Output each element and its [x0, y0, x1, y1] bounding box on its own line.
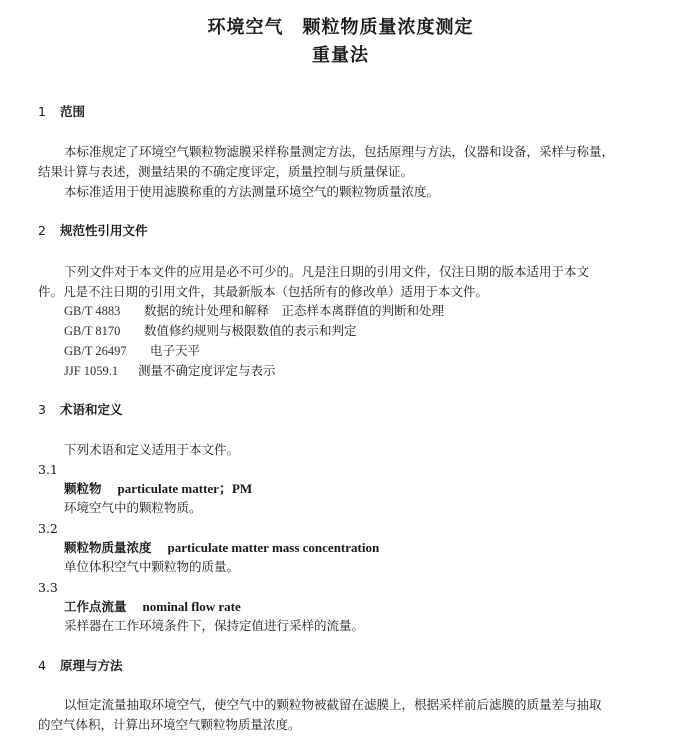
section-1-heading [38, 104, 85, 120]
paragraph: 件。凡是不注日期的引用文件，其最新版本（包括所有的修改单）适用于本文件。 [38, 284, 489, 299]
section-4-heading [38, 658, 123, 674]
term-english: particulate matter mass concentration [167, 540, 380, 555]
reference-code: GB/T 4883 [64, 304, 121, 318]
section-number: 4 [38, 658, 46, 673]
section-title: 范围 [60, 104, 86, 119]
section-3-heading [38, 402, 123, 418]
page-subtitle: 重量法 [312, 45, 369, 66]
section-title: 原理与方法 [60, 658, 123, 673]
reference-title: 数据的统计处理和解释 正态样本离群值的判断和处理 [144, 303, 445, 318]
reference-title: 测量不确定度评定与表示 [138, 363, 276, 378]
term-number: 3.1 [38, 462, 58, 477]
section-title: 规范性引用文件 [60, 223, 148, 238]
reference-item [64, 362, 276, 380]
section-number: 2 [38, 223, 46, 238]
page-title: 环境空气 颗粒物质量浓度测定 [207, 17, 474, 38]
term-number: 3.2 [38, 521, 58, 536]
term-english: particulate matter；PM [117, 481, 253, 496]
reference-code: GB/T 26497 [64, 344, 127, 358]
reference-code: GB/T 8170 [64, 324, 121, 338]
term-definition: 环境空气中的颗粒物质。 [64, 500, 202, 515]
term-english: nominal flow rate [142, 599, 241, 614]
paragraph: 本标准适用于使用滤膜称重的方法测量环境空气的颗粒物质量浓度。 [64, 184, 440, 199]
reference-item [64, 322, 357, 340]
term-heading [64, 599, 241, 615]
reference-title: 电子天平 [150, 343, 201, 358]
term-heading [64, 481, 252, 497]
term-heading [64, 540, 379, 556]
section-number: 3 [38, 402, 46, 417]
section-2-heading [38, 223, 148, 239]
reference-title: 数值修约规则与极限数值的表示和判定 [144, 323, 357, 338]
section-title: 术语和定义 [60, 402, 123, 417]
reference-item [64, 302, 444, 320]
paragraph: 结果计算与表述，测量结果的不确定度评定，质量控制与质量保证。 [38, 164, 414, 179]
paragraph: 下列文件对于本文件的应用是必不可少的。凡是注日期的引用文件，仅注日期的版本适用于本文 [64, 264, 590, 279]
term-chinese: 颗粒物 [64, 481, 102, 496]
term-number: 3.3 [38, 580, 58, 595]
paragraph: 以恒定流量抽取环境空气，使空气中的颗粒物被截留在滤膜上，根据采样前后滤膜的质量差与抽取 [64, 697, 602, 712]
paragraph: 本标准规定了环境空气颗粒物滤膜采样称量测定方法，包括原理与方法，仪器和设备，采样与称量， [64, 144, 615, 159]
term-definition: 单位体积空气中颗粒物的质量。 [64, 559, 240, 574]
term-chinese: 颗粒物质量浓度 [64, 540, 152, 555]
section-number: 1 [38, 104, 46, 119]
term-chinese: 工作点流量 [64, 599, 127, 614]
reference-item [64, 342, 200, 360]
paragraph: 的空气体积，计算出环境空气颗粒物质量浓度。 [38, 717, 301, 732]
term-definition: 采样器在工作环境条件下，保持定值进行采样的流量。 [64, 618, 365, 633]
reference-code: JJF 1059.1 [64, 364, 119, 378]
paragraph: 下列术语和定义适用于本文件。 [64, 442, 240, 457]
